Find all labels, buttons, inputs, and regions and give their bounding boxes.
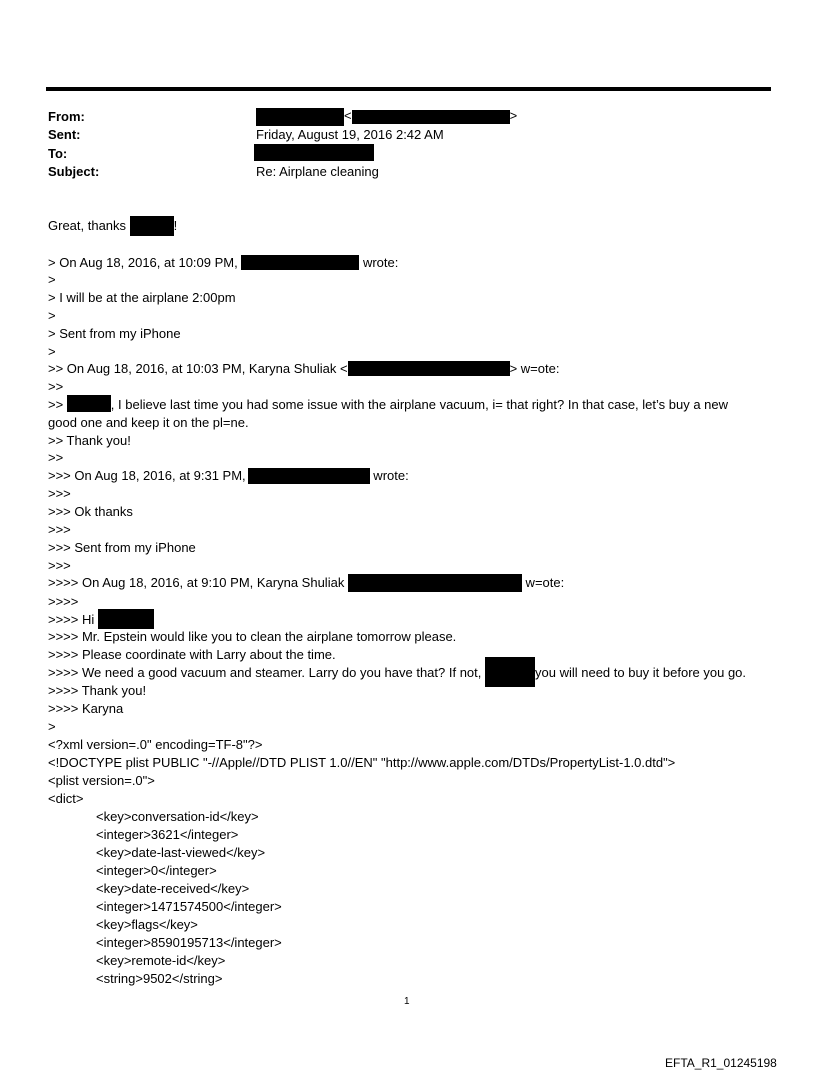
body-line: >	[48, 272, 56, 287]
redaction-box	[248, 468, 370, 484]
sent-label: Sent:	[48, 127, 81, 142]
body-line	[48, 255, 398, 271]
subject-value: Re: Airplane cleaning	[256, 164, 379, 179]
text: >>>> On Aug 18, 2016, at 9:10 PM, Karyna Shuliak	[48, 575, 348, 590]
text: >>	[48, 397, 67, 412]
redaction-box	[67, 395, 111, 412]
text: > w=ote:	[509, 361, 560, 376]
body-paragraph	[48, 395, 758, 432]
body-line: >> Thank you!	[48, 433, 131, 448]
text: !	[173, 218, 178, 233]
xml-line: <?xml version=.0" encoding=TF-8"?>	[48, 737, 263, 752]
body-line: >>>> Mr. Epstein would like you to clean the airplane tomorrow please.	[48, 629, 457, 644]
xml-line: <integer>3621</integer>	[96, 827, 239, 842]
text: >>>> We need a good vacuum and steamer. Larry do you have that? If not,	[48, 665, 485, 680]
xml-line: <key>date-last-viewed</key>	[96, 845, 266, 860]
from-label: From:	[48, 109, 85, 124]
body-line	[48, 361, 559, 377]
sent-value: Friday, August 19, 2016 2:42 AM	[256, 127, 444, 142]
body-line: >>>> Karyna	[48, 701, 124, 716]
header-rule	[46, 87, 771, 91]
redaction-box	[256, 108, 344, 126]
redaction-box	[485, 657, 535, 687]
body-line: >>>	[48, 558, 71, 573]
document-id: EFTA_R1_01245198	[665, 1056, 777, 1070]
body-line: >>>	[48, 522, 71, 537]
subject-label: Subject:	[48, 164, 100, 179]
body-line: >>>> Please coordinate with Larry about the time.	[48, 647, 336, 662]
from-open: <	[344, 108, 352, 123]
redaction-box	[130, 216, 174, 236]
text: wrote:	[369, 468, 409, 483]
body-line: >>>	[48, 486, 71, 501]
body-line: >	[48, 719, 56, 734]
body-line	[48, 218, 177, 236]
text: >> On Aug 18, 2016, at 10:03 PM, Karyna Shuliak <	[48, 361, 348, 376]
body-line: >>	[48, 450, 64, 465]
xml-line: <string>9502</string>	[96, 971, 223, 986]
redaction-box	[352, 110, 510, 124]
redaction-box	[348, 574, 522, 592]
to-label: To:	[48, 146, 68, 161]
redaction-box	[98, 609, 154, 629]
xml-line: <plist version=.0">	[48, 773, 155, 788]
text: wrote:	[359, 255, 399, 270]
text: >>> On Aug 18, 2016, at 9:31 PM,	[48, 468, 246, 483]
text: >>>> Hi	[48, 612, 98, 627]
body-line	[48, 575, 564, 592]
xml-line: <integer>0</integer>	[96, 863, 217, 878]
xml-line: <key>date-received</key>	[96, 881, 250, 896]
xml-line: <integer>8590195713</integer>	[96, 935, 282, 950]
xml-line: <!DOCTYPE plist PUBLIC "-//Apple//DTD PLIST 1.0//EN" "http://www.apple.com/DTDs/PropertyList-1.0.dtd">	[48, 755, 676, 770]
text: Great, thanks	[48, 218, 130, 233]
body-line: >>>> Thank you!	[48, 683, 147, 698]
xml-line: <key>conversation-id</key>	[96, 809, 259, 824]
from-value	[256, 108, 517, 126]
text: you will need to buy it before you go.	[535, 665, 747, 680]
xml-line: <key>flags</key>	[96, 917, 198, 932]
xml-line: <integer>1471574500</integer>	[96, 899, 282, 914]
xml-line: <key>remote-id</key>	[96, 953, 226, 968]
redaction-box	[348, 361, 510, 376]
text: , I believe last time you had some issue with the airplane vacuum, i= that right? In that case, let’s buy a new good one and keep it on the pl=ne.	[48, 397, 729, 430]
body-line: >>> Sent from my iPhone	[48, 540, 196, 555]
body-line: >	[48, 308, 56, 323]
body-line	[48, 468, 409, 484]
body-line: >>> Ok thanks	[48, 504, 133, 519]
page-number: 1	[404, 996, 410, 1007]
text: > On Aug 18, 2016, at 10:09 PM,	[48, 255, 242, 270]
body-line: > I will be at the airplane 2:00pm	[48, 290, 236, 305]
redaction-box	[241, 255, 359, 270]
body-line	[48, 612, 154, 629]
from-close: >	[509, 108, 518, 123]
body-line	[48, 665, 746, 687]
xml-line: <dict>	[48, 791, 84, 806]
body-line: >>	[48, 379, 64, 394]
body-line: > Sent from my iPhone	[48, 326, 181, 341]
body-line: >>>>	[48, 594, 79, 609]
body-line: >	[48, 344, 56, 359]
to-redaction	[254, 144, 374, 161]
text: w=ote:	[521, 575, 565, 590]
